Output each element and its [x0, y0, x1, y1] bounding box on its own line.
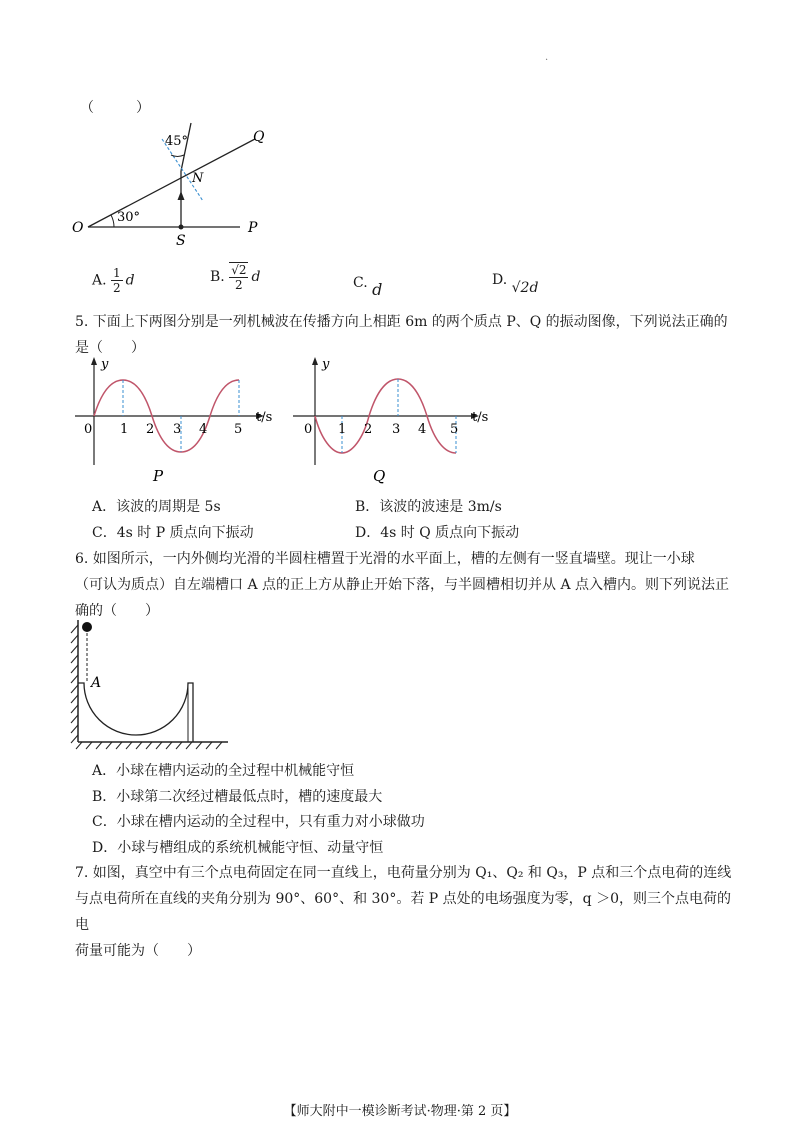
angle-30-arc — [111, 215, 114, 227]
graph-p — [70, 355, 280, 485]
q6-option-d: D．小球与槽组成的系统机械能守恒、动量守恒 — [92, 840, 384, 856]
half-groove — [78, 683, 193, 742]
svg-text:0: 0 — [84, 422, 93, 437]
svg-text:0: 0 — [304, 422, 313, 437]
q5-option-b: B．该波的波速是 3m/s — [355, 499, 502, 515]
graph-q-name: Q — [373, 467, 386, 485]
q4-optics-figure — [70, 115, 280, 250]
q4-option-a: A. $\frac{1}{2}$ d — [92, 266, 135, 295]
q4-option-b: B. $\frac{√2}{2}$ d — [210, 263, 261, 292]
q5-option-d: D．4s 时 Q 质点向下振动 — [355, 525, 520, 541]
svg-text:1: 1 — [120, 422, 129, 437]
svg-text:t/s: t/s — [472, 410, 489, 425]
svg-text:y: y — [101, 357, 109, 372]
q5-option-c: C．4s 时 P 质点向下振动 — [92, 525, 254, 541]
q7-stem: 7. 如图，真空中有三个点电荷固定在同一直线上，电荷量分别为 Q₁、Q₂ 和 Q₃，P 点和三个点电荷的连线 与点电荷所在直线的夹角分别为 90°、60°、和 30°。若 P 点处的电场强度为零，q ＞0，则三个点电荷的电 荷量可能为（ ） — [75, 865, 732, 959]
svg-text:4: 4 — [199, 422, 208, 437]
q6-option-b: B．小球第二次经过槽最低点时，槽的速度最大 — [92, 789, 383, 805]
q4-option-d: D. √2d — [492, 272, 539, 296]
q5-option-a: A．该波的周期是 5s — [92, 499, 221, 515]
q6-option-a: A．小球在槽内运动的全过程中机械能守恒 — [92, 763, 355, 779]
svg-text:1: 1 — [338, 422, 347, 437]
svg-text:y: y — [322, 357, 330, 372]
q4-answer-bracket: （ ） — [80, 100, 150, 116]
svg-text:2: 2 — [146, 422, 155, 437]
label-s: S — [176, 233, 186, 249]
angle-45-arc — [171, 155, 184, 156]
svg-text:4: 4 — [418, 422, 427, 437]
q5-stem: 5. 下面上下两图分别是一列机械波在传播方向上相距 6m 的两个质点 P、Q 的振动图像，下列说法正确的 是（ ） — [75, 314, 728, 356]
q6-groove-figure — [68, 615, 238, 755]
label-p: P — [248, 220, 258, 236]
svg-text:3: 3 — [173, 422, 182, 437]
svg-text:t/s: t/s — [256, 410, 273, 425]
page-footer: 【师大附中一模诊断考试·物理·第 2 页】 — [283, 1104, 517, 1119]
svg-text:5: 5 — [450, 422, 459, 437]
q6-stem: 6. 如图所示，一内外侧均光滑的半圆柱槽置于光滑的水平面上，槽的左侧有一竖直墙壁。现让一小球 （可认为质点）自左端槽口 A 点的正上方从静止开始下落，与半圆槽相切并从 A 点入槽内。则下列说法正 确的（ ） — [75, 551, 730, 619]
corner-dot: . — [545, 52, 549, 63]
ball — [82, 622, 92, 632]
graph-q — [290, 355, 505, 485]
label-o: O — [72, 220, 84, 236]
label-45: 45° — [165, 134, 189, 149]
q6-option-c: C．小球在槽内运动的全过程中，只有重力对小球做功 — [92, 814, 425, 830]
svg-text:2: 2 — [364, 422, 373, 437]
svg-text:3: 3 — [392, 422, 401, 437]
label-q: Q — [253, 129, 265, 145]
line-oq — [88, 139, 255, 227]
svg-text:5: 5 — [234, 422, 243, 437]
point-s — [179, 225, 184, 230]
graph-p-name: P — [153, 467, 164, 485]
label-n: N — [192, 171, 204, 186]
q4-option-c: C. d — [353, 275, 383, 299]
label-30: 30° — [117, 210, 141, 225]
label-a: A — [91, 675, 102, 691]
ray-arrow — [178, 191, 185, 200]
